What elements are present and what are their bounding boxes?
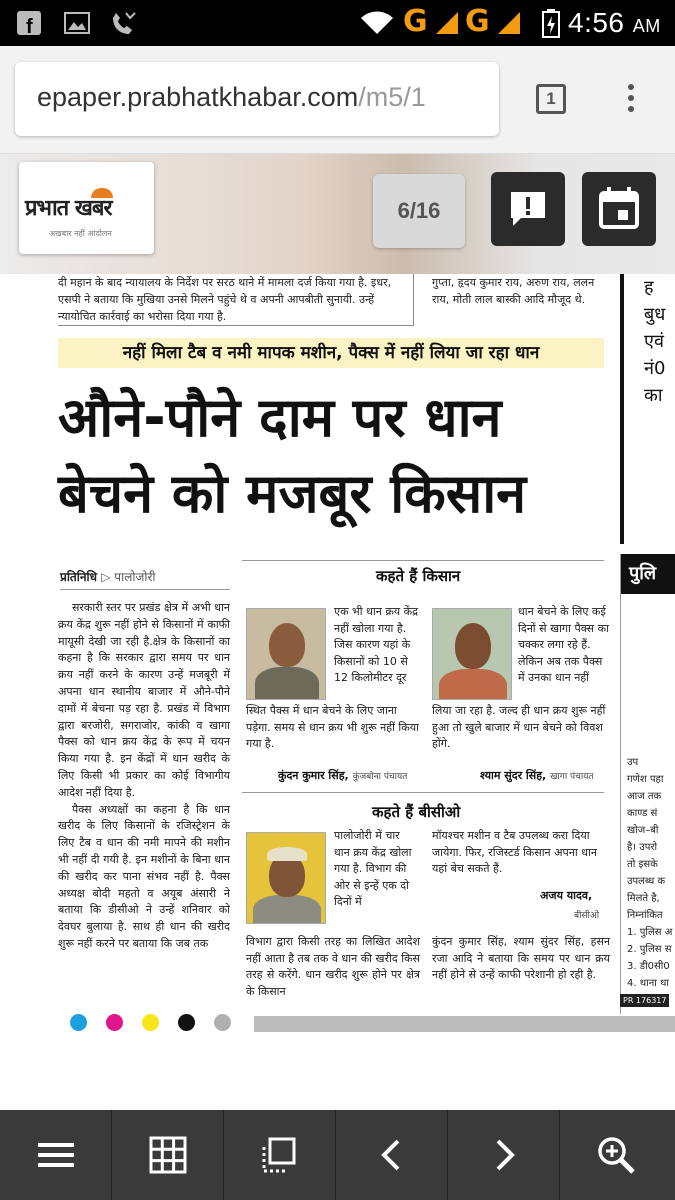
article-body-bottom-left: विभाग द्वारा किसी तरह का लिखित आदेश नहीं आता है तब तक वे धान की खरीद किस तरह से करेंगे. धान खरीद शुरू होने पर क्षेत्र के किसान: [246, 935, 420, 998]
black-mark: [178, 1014, 195, 1031]
epaper-header: [0, 154, 675, 274]
signal-icon: [496, 10, 522, 36]
url-text[interactable]: epaper.prabhatkhabar.com/m5/1: [37, 82, 426, 112]
previous-article-tail-right: गुप्ता, हृदय कुमार राय, अरुण राय, ललन राय, मोती लाल बास्की आदि मौजूद थे.: [432, 276, 595, 306]
newspaper-page[interactable]: [0, 274, 675, 1110]
facebook-icon: [16, 10, 42, 36]
prabhat-khabar-logo[interactable]: [19, 162, 154, 254]
missed-call-icon: [110, 10, 136, 36]
gallery-icon: [64, 10, 90, 36]
page-indicator[interactable]: 6/16: [373, 174, 465, 248]
bco-says-heading: कहते हैं बीसीओ: [372, 803, 461, 821]
status-bar: [0, 0, 675, 46]
zoom-in-icon: [596, 1135, 636, 1175]
clock: 4:56 AM: [568, 7, 661, 38]
bco-quote-side: पालोजोरी में चार धान क्रय केंद्र खोला गया है. विभाग की ओर से इन्हें एक दो दिनों में: [334, 829, 412, 908]
print-registration-marks: [70, 1014, 250, 1035]
side-article-police: पुलि उप गणेश पहा आज तक काण्ड सं खोज–बी है। उपरो तो इसके उपलब्ध क मिलते है, निम्नांकित 1. पुलिस अ 2. पुलिस स 3. डी0सी0 4. थाना था: [620, 554, 675, 1014]
article-body-bottom-right: कुंदन कुमार सिंह, श्याम सुंदर सिंह, हसन रजा आदि ने बताया कि समय पर धान क्रय नहीं होने से उन्हें काफी परेशानी हो रही है.: [432, 935, 610, 981]
bco-attribution: अजय यादव,: [540, 889, 593, 902]
magenta-mark: [106, 1014, 123, 1031]
report-button[interactable]: [491, 172, 565, 246]
logo-text: प्रभात खबर: [25, 196, 112, 221]
farmer-photo-kundan: [246, 608, 326, 700]
overflow-menu-icon[interactable]: [618, 80, 644, 120]
svg-text:f: f: [26, 16, 33, 36]
previous-article-tail: दी महान के बाद न्यायालय के निर्देश पर सरठ थाने में मामला दर्ज किया गया है. इधर, एसपी ने बताया कि मुखिया उनसे मिलने पहुंचे थे व अपनी आपबीती सुनायी. उन्हें न्यायोचित कार्रवाई का भरोसा दिया गया है.: [58, 274, 414, 326]
grey-mark: [214, 1014, 231, 1031]
farmers-say-heading: कहते हैं किसान: [376, 567, 461, 585]
network-type-label: G: [403, 4, 428, 39]
grid-view-button[interactable]: [112, 1110, 224, 1200]
previous-page-button[interactable]: [336, 1110, 448, 1200]
previous-icon: [372, 1135, 412, 1175]
bco-designation: बीसीओ: [574, 911, 600, 921]
farmer-quote-bottom: स्थित पैक्स में धान बेचने के लिए जाना पड़ेगा. समय से धान क्रय भी शुरू नहीं किया गया है.: [246, 704, 419, 750]
farmer-photo-shyam: [432, 608, 512, 700]
farmer-attribution: कुंदन कुमार सिंह, कुंजबोना पंचायत: [278, 769, 408, 782]
network-type-label: G: [465, 4, 490, 39]
byline: प्रतिनिधि ▷ पालोजोरी: [60, 568, 230, 590]
next-page-button[interactable]: [448, 1110, 560, 1200]
battery-charging-icon: [538, 8, 564, 38]
farmer-attribution: श्याम सुंदर सिंह, खागा पंचायत: [480, 769, 594, 782]
yellow-mark: [142, 1014, 159, 1031]
menu-button[interactable]: [0, 1110, 112, 1200]
bco-quote-right: मॉयश्चर मशीन व टैब उपलब्ध करा दिया जायेगा. फिर, रजिस्टर्ड किसान अपना धान यहां बेच सकते हैं.: [432, 829, 597, 875]
browser-toolbar: [0, 46, 675, 154]
logo-tagline: अखबार नहीं आंदोलन: [49, 229, 112, 238]
calendar-icon: [582, 172, 656, 246]
article-body: सरकारी स्तर पर प्रखंड क्षेत्र में अभी धान क्रय केंद्र शुरू नहीं होने से किसानों में काफी मायूसी देखी जा रही है.क्षेत्र के किसानों का कहना है कि सरकार द्वारा समय पर धान क्रय नहीं करने के कारण उन्हें मजबूरी में अपना धान स्थानीय बाजार में औने-पौने दामों में बेचना पड़ रहा है. प्रखंड में विभाग द्वारा बरजोरी, सगराजोर, कांकी व खागा पैक्स को धान क्रय केंद्र के रूप में चयन किया गया है. इन केंद्रों में धान खरीद के लिए किसी भी प्रकार का कोई विभागीय आदेश नहीं दिया है. पैक्स अध्यक्षों का कहना है कि धान खरीद के लिए किसानों के रजिस्ट्रेशन के लिए टैब व धान की नमी मापने की मशीन भी नहीं दी गयी है. इन मशीनों के बिना धान की खरीद कर पाना संभव नहीं है. पैक्स अध्यक्ष बोदी महतो व अयूब अंसारी ने बताया कि डीसीओ ने उन्हें शनिवार को देवघर बुलाया है. साथ ही धान की खरीद शुरू नहीं करने पर बताया कि जब तक: [58, 601, 230, 950]
tab-switcher-button[interactable]: 1: [536, 84, 566, 114]
article-headline: औने-पौने दाम पर धान बेचने को मजबूर किसान: [58, 386, 527, 525]
grid-icon: [148, 1135, 188, 1175]
zoom-in-button[interactable]: [560, 1110, 675, 1200]
farmer-quote-side: एक भी धान क्रय केंद्र नहीं खोला गया है. जिस कारण यहां के किसानों को 10 से 12 किलोमीटर दूर: [334, 605, 418, 684]
bottom-toolbar: [0, 1110, 675, 1200]
farmer-quote-bottom: लिया जा रहा है. जल्द ही धान क्रय शुरू नहीं हुआ तो खुले बाजार में धान बेचने को विवश होंगे.: [432, 704, 606, 750]
report-icon: [491, 172, 565, 246]
signal-icon: [434, 10, 460, 36]
pr-number: PR 176317: [620, 994, 669, 1007]
article-kicker: नहीं मिला टैब व नमी मापक मशीन, पैक्स में नहीं लिया जा रहा धान: [58, 338, 604, 368]
right-edge-article: ह बुध एवं नं0 का: [620, 274, 675, 544]
page-edge-bar: [254, 1016, 675, 1032]
cyan-mark: [70, 1014, 87, 1031]
farmer-quote-side: धान बेचने के लिए कई दिनों से खागा पैक्स का चक्कर लगा रहे हैं. लेकिन अब तक पैक्स में उनका धान नहीं: [518, 605, 609, 684]
calendar-button[interactable]: [582, 172, 656, 246]
bco-photo-ajay: [246, 832, 326, 924]
address-bar[interactable]: [15, 62, 499, 136]
page-view-button[interactable]: [224, 1110, 336, 1200]
menu-icon: [36, 1135, 76, 1175]
page-view-icon: [260, 1135, 300, 1175]
next-icon: [484, 1135, 524, 1175]
wifi-icon: [360, 10, 394, 36]
